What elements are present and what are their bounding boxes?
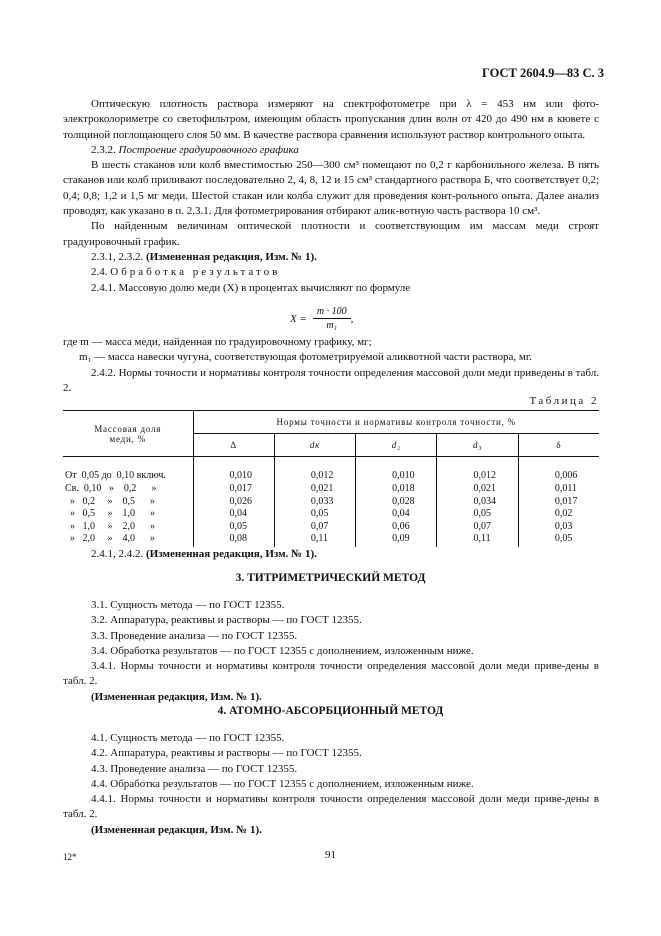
col-header-dk: dк — [274, 434, 355, 457]
table-row: » 0,2 » 0,5 » 0,026 0,033 0,028 0,034 0,017 — [63, 495, 599, 508]
formula-denominator: m₁ — [326, 320, 338, 331]
col-header-d3: d₃ — [437, 434, 518, 457]
table-row: От 0,05 до 0,10 включ. 0,010 0,012 0,010 0,012 0,006 — [63, 470, 599, 483]
table-row: » 0,5 » 1,0 » 0,04 0,05 0,04 0,05 0,02 — [63, 507, 599, 520]
section-3-revision: (Измененная редакция, Изм. № 1). — [91, 690, 262, 703]
where-m1: m₁ — масса навески чугуна, соответствующая фотометрируемой аликвотной части раствора, мг. — [79, 351, 532, 364]
formula-fraction — [313, 306, 351, 331]
revision-note-2: 2.4.1, 2.4.2. (Измененная редакция, Изм. № 1). — [91, 548, 317, 560]
para-graph: По найденным величинам оптической плотности и соответствующим им массам меди строят градуировочный график. — [63, 220, 599, 248]
table-row: » 1,0 » 2,0 » 0,05 0,07 0,06 0,07 0,03 — [63, 520, 599, 533]
table-caption: Таблица 2 — [529, 395, 599, 407]
footer-mark: 12* — [63, 852, 77, 862]
formula-lhs: X = — [290, 312, 307, 325]
revision-note-1: 2.3.1, 2.3.2. (Измененная редакция, Изм. № 1). — [91, 250, 317, 263]
col-header-delta: Δ — [193, 434, 274, 457]
table-row: Св. 0,10 » 0,2 » 0,017 0,021 0,018 0,021 0,011 — [63, 482, 599, 495]
section-2-3-2 — [63, 143, 599, 158]
section-4-title: 4. АТОМНО-АБСОРБЦИОННЫЙ МЕТОД — [217, 705, 444, 717]
section-4-body: 4.1. Сущность метода — по ГОСТ 12355. 4.2. Аппаратура, реактивы и растворы — по ГОСТ 12355. 4.3. Проведение анализа — по ГОСТ 12355. 4.4. Обработка результатов — по ГОСТ 12355 с дополнением, изложенным ниже. 4.4.1. Нормы точности и нормативы контроля точности определения массовой доли меди приве-дены в табл. 2. (Измененная редакция, Изм. № 1). — [63, 731, 599, 838]
col-header-group: Нормы точности и нормативы контроля точности, % — [193, 411, 599, 434]
col-header-mass-fraction: Массовая доля меди, % — [63, 411, 193, 457]
para-optical: Оптическую плотность раствора измеряют на спектрофотометре при λ = 453 нм или фото-электроколориметре со светофильтром, имеющим область пропускания длин волн от 420 до 490 нм в кювете с толщиной поглощающего слоя 50 мм. В качестве раствора сравнения используют раствор контрольного опыта. — [63, 98, 599, 141]
section-title: Построение градуировочного графика — [118, 143, 299, 156]
section-4-revision: (Измененная редакция, Изм. № 1). — [91, 823, 262, 836]
section-3-title: 3. ТИТРИМЕТРИЧЕСКИЙ МЕТОД — [235, 572, 426, 584]
para-2-4-1: 2.4.1. Массовую долю меди (X) в процентах вычисляют по формуле — [91, 281, 411, 294]
section-2-4: 2.4. Обработка результатов — [91, 266, 281, 279]
body-part-1 — [63, 97, 599, 296]
norms-table — [63, 410, 599, 547]
section-3-body: 3.1. Сущность метода — по ГОСТ 12355. 3.2. Аппаратура, реактивы и растворы — по ГОСТ 12355. 3.3. Проведение анализа — по ГОСТ 12355. 3.4. Обработка результатов — по ГОСТ 12355 с дополнением, изложенным ниже. 3.4.1. Нормы точности и нормативы контроля точности определения массовой доли меди приве-дены в табл. 2. (Измененная редакция, Изм. № 1). — [63, 598, 599, 705]
para-2-4-2: 2.4.2. Нормы точности и нормативы контроля точности определения массовой доли меди приведены в табл. 2. — [63, 366, 599, 394]
formula-tail: , — [350, 312, 354, 325]
body-part-2 — [63, 335, 599, 396]
col-header-small-delta: δ — [518, 434, 599, 457]
formula — [290, 306, 353, 331]
para-beakers: В шесть стаканов или колб вместимостью 250—300 см³ помещают по 0,2 г карбонильного железа. В пять стаканов или колб приливают последовательно 2, 4, 8, 12 и 15 см³ стандартного раствора Б, что соответствует 0,2; 0,4; 0,8; 1,2 и 1,5 мг меди. Шестой стакан или колба служит для проведения конт-рольного опыта. Далее анализ проводят, как указано в п. 2.3.1. Для фотометрирования отбирают алик-вотную часть раствора 10 см³. — [63, 159, 599, 218]
formula-numerator: m · 100 — [313, 306, 351, 319]
col-header-d2: d₂ — [356, 434, 437, 457]
page-number: 91 — [325, 849, 336, 861]
page-header: ГОСТ 2604.9—83 С. 3 — [481, 66, 604, 80]
table-row: » 2,0 » 4,0 » 0,08 0,11 0,09 0,11 0,05 — [63, 533, 599, 548]
where-m: где m — масса меди, найденная по градуировочному графику, мг; — [63, 336, 372, 348]
section-number: 2.3.2. — [91, 143, 116, 156]
